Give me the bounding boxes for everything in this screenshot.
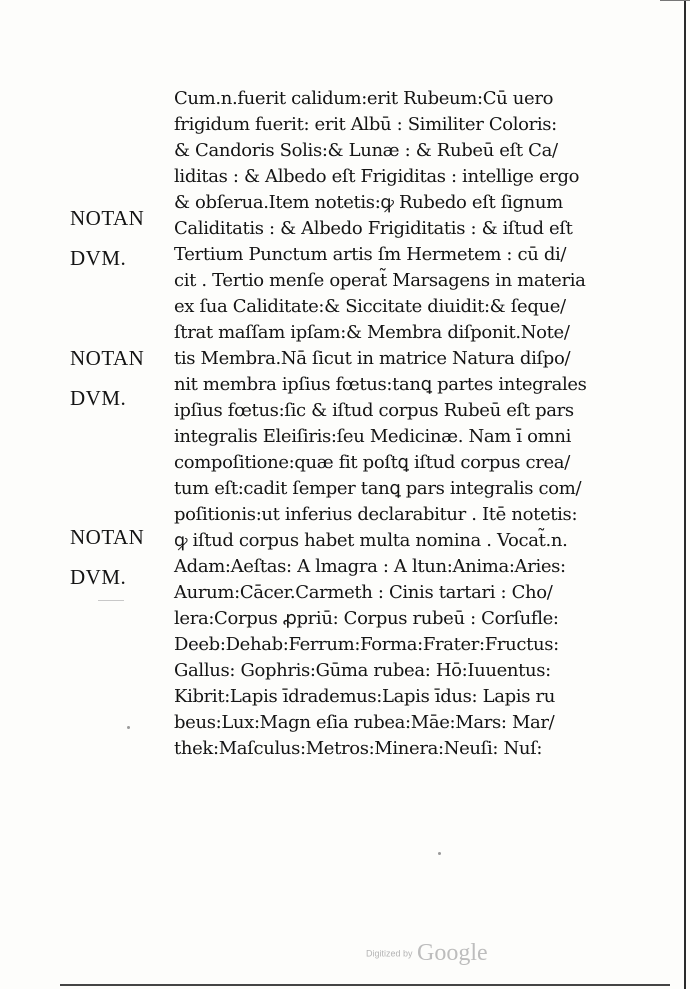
text-line: Aurum:Cācer.Carmeth : Cinis tartari : Cho/ [174,582,553,603]
margin-note-line: NOTAN [70,525,145,549]
text-line: cit . Tertio menſe operat̃ Marsagens in materia [174,270,586,291]
digitized-watermark [366,940,488,967]
margin-note-line: DVM. [70,246,127,270]
text-line: beus:Lux:Magn eſia rubea:Māe:Mars: Mar/ [174,712,555,733]
main-text-block [174,86,594,762]
text-line: tis Membra.Nā ſicut in matrice Natura diſpo/ [174,348,571,369]
text-line: integralis Eleiſiris:ſeu Medicinæ. Nam ī omni [174,426,571,447]
text-line: frigidum fuerit: erit Albū : Similiter Coloris: [174,114,557,135]
text-line: thek:Maſculus:Metros:Minera:Neuſi: Nuſ: [174,738,543,759]
text-line: Adam:Aeſtas: A lmagra : A ltun:Anima:Aries: [174,556,566,577]
text-line: Kibrit:Lapis īdrademus:Lapis īdus: Lapis ru [174,686,555,707]
margin-note-line: NOTAN [70,346,145,370]
ink-speck [127,726,130,729]
text-line: poſitionis:ut inferius declarabitur . Itē notetis: [174,504,578,525]
text-line: & Candoris Solis:& Lunæ : & Rubeū eſt Ca/ [174,140,558,161]
text-line: Deeb:Dehab:Ferrum:Forma:Frater:Fructus: [174,634,559,655]
text-line: Tertium Punctum artis ſm Hermetem : cū di/ [174,244,567,265]
corner-mark [660,0,690,7]
margin-note-notandum-1 [70,198,170,278]
page-edge-shadow [684,0,686,989]
bottom-rule [60,984,670,986]
margin-note-line: DVM. [70,386,127,410]
margin-note-line: DVM. [70,565,127,589]
text-line: liditas : & Albedo eſt Frigiditas : intellige ergo [174,166,580,187]
google-logo: Google [416,940,488,966]
margin-note-line: NOTAN [70,206,145,230]
digitized-by-label: Digitized by [366,948,413,959]
margin-note-notandum-2 [70,338,170,418]
text-line: tum eſt:cadit ſemper tanꝗ pars integralis com/ [174,478,582,499]
text-line: lera:Corpus ꝓpriū: Corpus rubeū : Corſufle: [174,608,559,629]
text-line: ipſius fœtus:ſic & iſtud corpus Rubeū eſt pars [174,400,574,421]
text-line: ex ſua Caliditate:& Siccitate diuidit:& ſeque/ [174,296,566,317]
text-line: compoſitione:quæ fit poſtꝗ iſtud corpus crea/ [174,452,570,473]
ink-speck [438,852,441,855]
text-line: Caliditatis : & Albedo Frigiditatis : & iſtud eſt [174,218,573,239]
text-line: Gallus: Gophris:Gūma rubea: Hō:Iuuentus: [174,660,551,681]
text-line: ſtrat maſſam ipſam:& Membra diſponit.Note/ [174,322,570,343]
text-line: ꝙ iſtud corpus habet multa nomina . Vocat̃.n. [174,530,568,551]
text-line: & obſerua.Item notetis:ꝙ Rubedo eſt ſignum [174,192,563,213]
ink-speck [98,600,124,601]
text-line: Cum.n.fuerit calidum:erit Rubeum:Cū uero [174,88,554,109]
margin-note-notandum-3 [70,517,170,597]
text-line: nit membra ipſius fœtus:tanꝗ partes integrales [174,374,587,395]
